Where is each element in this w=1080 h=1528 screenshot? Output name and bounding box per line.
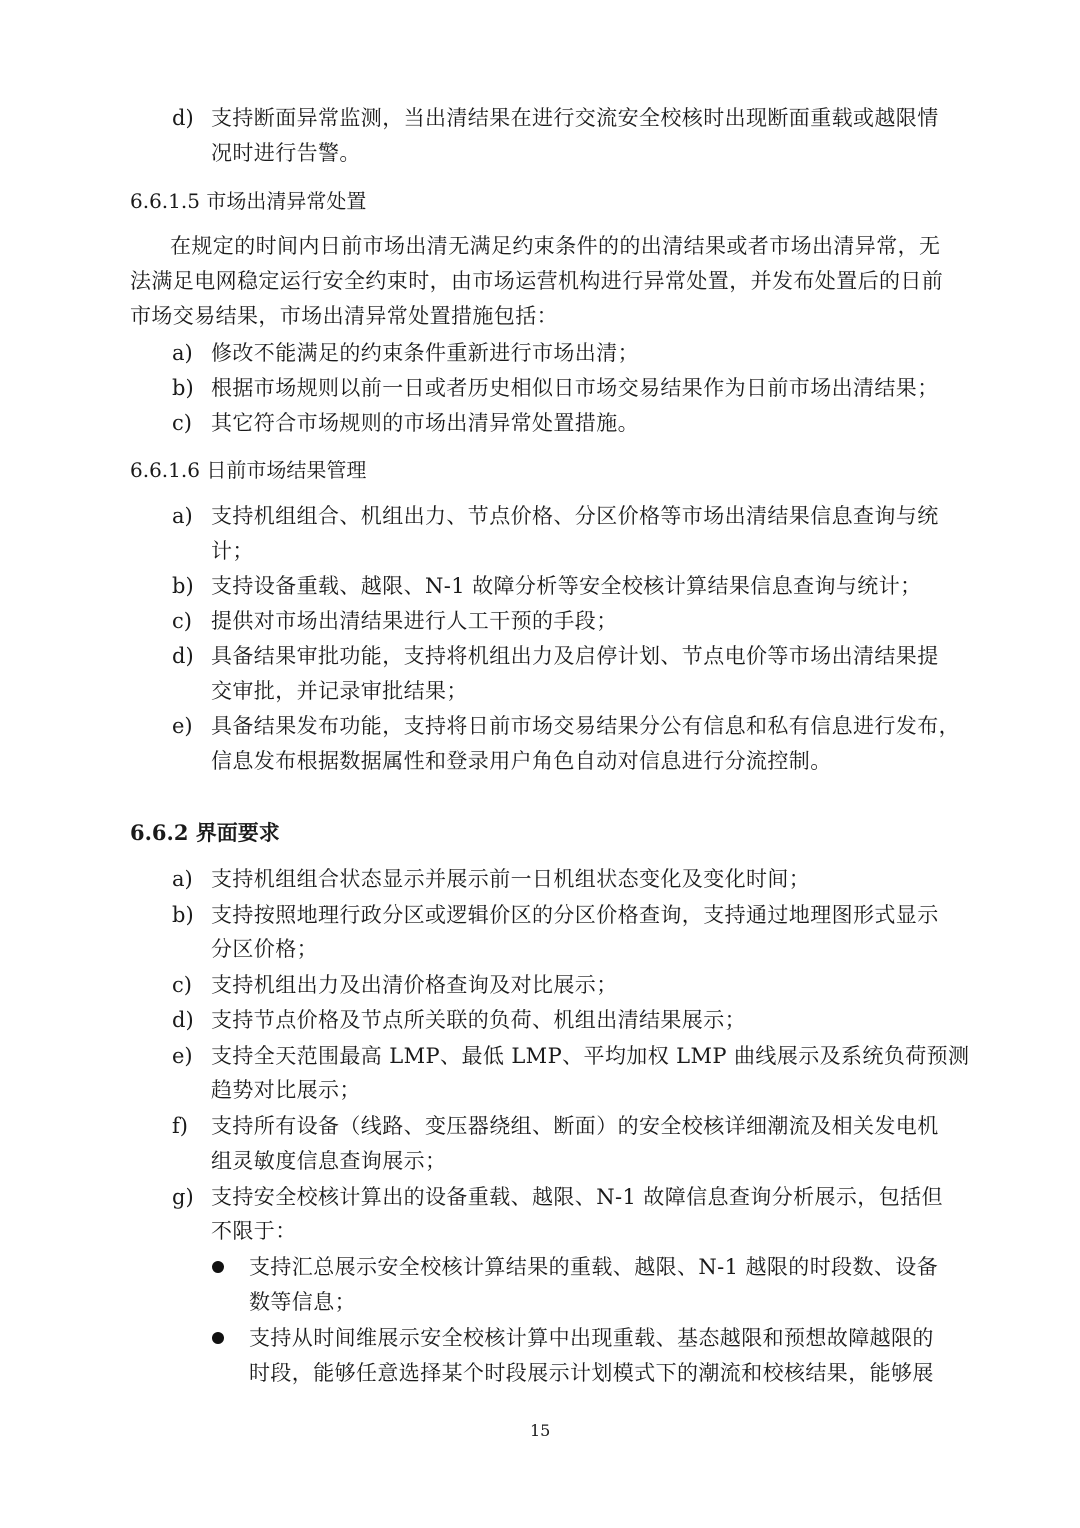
list-item-text-cont: 计； [211,539,254,563]
list-item-text: 支持按照地理行政分区或逻辑价区的分区价格查询，支持通过地理图形式显示 [211,903,939,927]
bullet-item-text: 支持汇总展示安全校核计算结果的重载、越限、N-1 越限的时段数、设备 [249,1255,939,1279]
list-item-text: 支持节点价格及节点所关联的负荷、机组出清结果展示； [211,1008,746,1032]
list-item-label: b) [172,376,194,400]
list-item-text: 修改不能满足的约束条件重新进行市场出清； [211,341,639,365]
list-item-text: 支持机组出力及出清价格查询及对比展示； [211,973,618,997]
list-item-text-cont: 不限于： [211,1219,297,1243]
paragraph-line: 在规定的时间内日前市场出清无满足约束条件的的出清结果或者市场出清异常，无 [170,234,941,258]
section-heading-bold: 6.6.2 界面要求 [130,820,280,845]
list-item-text: 具备结果发布功能，支持将日前市场交易结果分公有信息和私有信息进行发布， [211,714,960,738]
list-item-text-cont: 信息发布根据数据属性和登录用户角色自动对信息进行分流控制。 [211,749,832,773]
list-item-label: d) [172,106,194,130]
list-item-label: d) [172,1008,194,1032]
list-item-text: 根据市场规则以前一日或者历史相似日市场交易结果作为日前市场出清结果； [211,376,939,400]
list-item-label: a) [172,341,193,365]
list-item-label: c) [172,973,192,997]
page-number: 15 [530,1421,551,1440]
bullet-item-text: 支持从时间维展示安全校核计算中出现重载、基态越限和预想故障越限的 [249,1326,934,1350]
list-item-label: g) [172,1185,194,1209]
list-item-label: c) [172,609,192,633]
list-item-text-cont: 交审批，并记录审批结果； [211,679,468,703]
list-item-text: 支持机组组合状态显示并展示前一日机组状态变化及变化时间； [211,867,811,891]
list-item-label: a) [172,504,193,528]
section-heading: 6.6.1.6 日前市场结果管理 [130,458,367,482]
bullet-dot-icon [212,1332,224,1344]
list-item-text-cont: 分区价格； [211,937,318,961]
list-item-text: 支持机组组合、机组出力、节点价格、分区价格等市场出清结果信息查询与统 [211,504,939,528]
bullet-item-text-cont: 时段，能够任意选择某个时段展示计划模式下的潮流和校核结果，能够展 [249,1361,934,1385]
list-item-text: 支持安全校核计算出的设备重载、越限、N-1 故障信息查询分析展示，包括但 [211,1185,943,1209]
list-item-label: b) [172,574,194,598]
list-item-text: 其它符合市场规则的市场出清异常处置措施。 [211,411,639,435]
list-item-text-cont: 趋势对比展示； [211,1078,361,1102]
list-item-label: a) [172,867,193,891]
list-item-text: 支持全天范围最高 LMP、最低 LMP、平均加权 LMP 曲线展示及系统负荷预测 [211,1044,970,1068]
bullet-item-text-cont: 数等信息； [249,1290,356,1314]
paragraph-line: 法满足电网稳定运行安全约束时，由市场运营机构进行异常处置，并发布处置后的日前 [130,269,944,293]
list-item-text: 支持断面异常监测，当出清结果在进行交流安全校核时出现断面重载或越限情 [211,106,939,130]
list-item-label: e) [172,714,193,738]
list-item-text: 支持设备重载、越限、N-1 故障分析等安全校核计算结果信息查询与统计； [211,574,922,598]
bullet-dot-icon [212,1261,224,1273]
list-item-text-cont: 组灵敏度信息查询展示； [211,1149,447,1173]
list-item-text: 支持所有设备（线路、变压器绕组、断面）的安全校核详细潮流及相关发电机 [211,1114,939,1138]
paragraph-line: 市场交易结果，市场出清异常处置措施包括： [130,304,558,328]
section-heading: 6.6.1.5 市场出清异常处置 [130,189,367,213]
list-item-text-cont: 况时进行告警。 [211,141,361,165]
list-item-label: d) [172,644,194,668]
list-item-label: e) [172,1044,193,1068]
list-item-text: 提供对市场出清结果进行人工干预的手段； [211,609,618,633]
list-item-text: 具备结果审批功能，支持将机组出力及启停计划、节点电价等市场出清结果提 [211,644,939,668]
list-item-label: b) [172,903,194,927]
list-item-label: f) [172,1114,188,1138]
list-item-label: c) [172,411,192,435]
